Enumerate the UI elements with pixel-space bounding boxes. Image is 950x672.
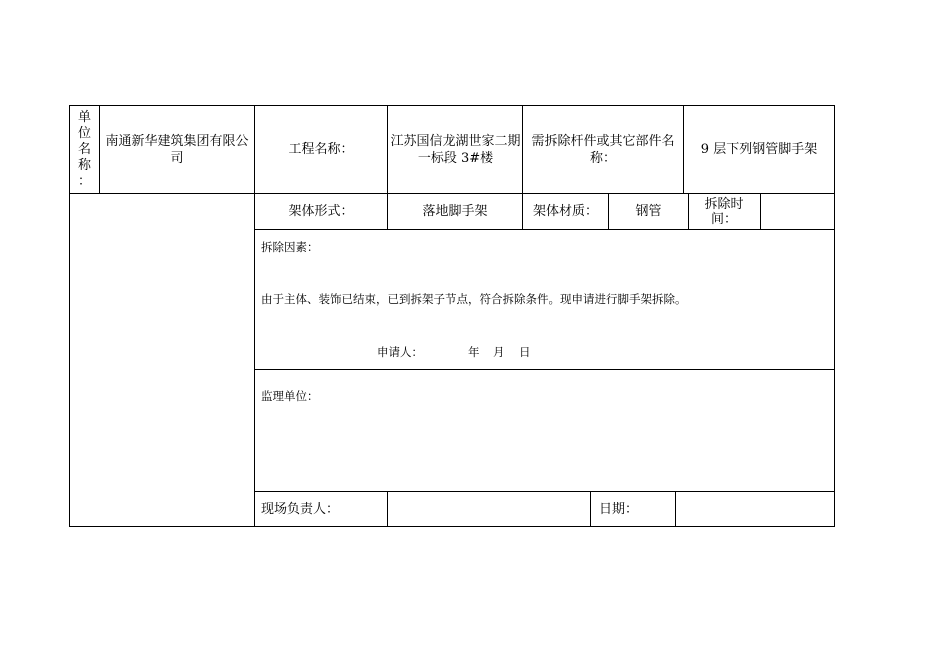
material-value: 钢管 <box>635 204 662 219</box>
col-divider-time-label <box>688 193 689 230</box>
col-divider-unit <box>99 105 100 193</box>
unit-label <box>70 106 99 193</box>
day-label: 日 <box>519 345 531 359</box>
month-label: 月 <box>493 345 505 359</box>
unit-label-char: ： <box>77 173 91 189</box>
frame-type-label: 架体形式： <box>288 204 354 219</box>
time-value[interactable] <box>761 194 834 229</box>
site-manager-label: 现场负责人： <box>261 502 340 517</box>
applicant-label: 申请人： <box>377 345 423 359</box>
project-label: 工程名称： <box>288 142 354 157</box>
project-value: 江苏国信龙湖世家二期一标段 3#楼 <box>390 133 521 166</box>
unit-label-char: 位 <box>77 125 91 141</box>
unit-label-char: 称 <box>77 157 91 173</box>
date-label: 日期： <box>599 502 639 517</box>
col-divider-footer-date-label <box>590 491 591 527</box>
year-label: 年 <box>468 345 480 359</box>
unit-label-char: 名 <box>77 141 91 157</box>
reason-label: 拆除因素： <box>261 240 319 254</box>
table-border-right <box>834 105 835 527</box>
material-label: 架体材质： <box>532 204 598 219</box>
unit-value: 南通新华建筑集团有限公司 <box>105 133 249 166</box>
table-border-bottom <box>69 526 835 527</box>
parts-value: 9 层下列钢管脚手架 <box>700 142 818 157</box>
site-manager-value[interactable] <box>388 492 590 526</box>
supervisor-label: 监理单位： <box>261 389 319 403</box>
row-divider-2 <box>254 229 835 230</box>
frame-type-value: 落地脚手架 <box>422 204 488 219</box>
reason-text: 由于主体、装饰已结束，已到拆架子节点，符合拆除条件。现申请进行脚手架拆除。 <box>261 292 687 306</box>
time-label: 拆除时间： <box>704 196 744 227</box>
unit-label-char: 单 <box>77 109 91 125</box>
row-divider-3 <box>254 369 835 370</box>
parts-label: 需拆除杆件或其它部件名称： <box>531 133 675 166</box>
date-value[interactable] <box>676 492 834 526</box>
